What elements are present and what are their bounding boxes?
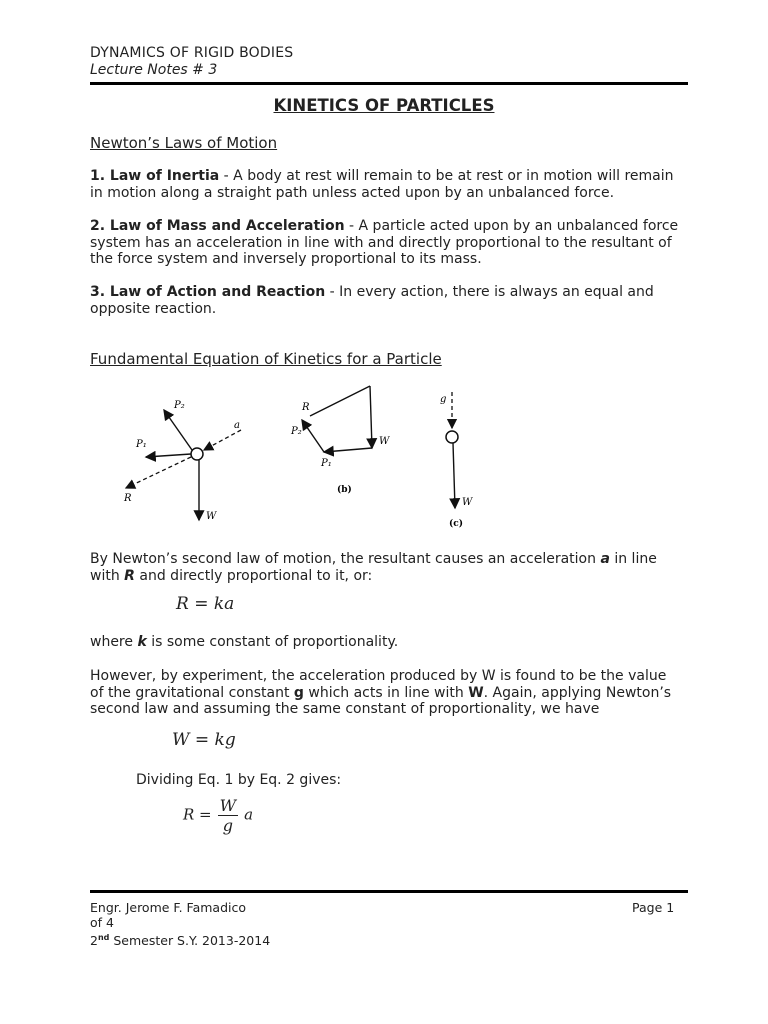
paragraph-newton-second <box>90 551 680 584</box>
header-rule <box>90 82 688 85</box>
p1-text-b: in line with <box>90 551 657 584</box>
symbol-g: g <box>293 684 304 701</box>
p3-text-a: However, by experiment, the acceleration produced by W is found to be the value of the gravitational constant <box>90 668 667 701</box>
lecture-number: Lecture Notes # 3 <box>90 62 218 78</box>
symbol-k: k <box>137 634 147 650</box>
semester-number: 2 <box>90 933 98 949</box>
p2-text-a: where <box>90 634 138 650</box>
course-title: DYNAMICS OF RIGID BODIES <box>90 45 294 61</box>
semester-text: Semester S.Y. 2013-2014 <box>109 933 271 949</box>
footer-semester <box>90 930 270 948</box>
label-b-r: R <box>302 402 310 413</box>
law-2 <box>90 218 680 268</box>
paragraph-dividing: Dividing Eq. 1 by Eq. 2 gives: <box>136 772 342 788</box>
figure-c <box>440 392 473 529</box>
equation-3 <box>183 796 253 835</box>
label-b-p1: P₁ <box>321 458 332 469</box>
footer-author: Engr. Jerome F. Famadico <box>90 900 247 915</box>
p2-text-b: is some constant of proportionality. <box>146 634 399 650</box>
symbol-w: W <box>468 684 484 701</box>
p1-text-c: and directly proportional to it, or: <box>134 567 373 584</box>
caption-c: (c) <box>449 519 463 529</box>
p3-text-b: which acts in line with <box>303 684 469 701</box>
paragraph-constant <box>90 634 680 651</box>
semester-suffix: nd <box>97 933 110 942</box>
footer-left <box>90 900 270 948</box>
eq3-numerator: W <box>219 796 237 815</box>
caption-b: (b) <box>337 485 352 495</box>
label-p2: P₂ <box>174 400 185 411</box>
page-title: KINETICS OF PARTICLES <box>273 96 495 115</box>
label-c-w: W <box>462 497 473 508</box>
force-diagrams-figure <box>108 380 488 532</box>
law-1-label: 1. Law of Inertia <box>90 168 220 184</box>
label-w: W <box>206 511 217 522</box>
equation-1: R = ka <box>176 594 235 614</box>
symbol-a: a <box>600 551 610 567</box>
label-r: R <box>124 493 132 504</box>
symbol-r: R <box>124 567 135 584</box>
law-2-label: 2. Law of Mass and Acceleration <box>90 218 345 234</box>
figure-b <box>290 386 390 495</box>
label-a: a <box>234 420 240 431</box>
eq3-rhs: a <box>244 805 254 824</box>
paragraph-experiment <box>90 668 680 718</box>
label-p1: P₁ <box>136 439 147 450</box>
footer-page-of: of 4 <box>90 915 114 930</box>
law-3-label: 3. Law of Action and Reaction <box>90 284 326 300</box>
section-heading-kinetics: Fundamental Equation of Kinetics for a Particle <box>90 350 442 368</box>
section-heading-laws: Newton’s Laws of Motion <box>90 134 278 152</box>
footer-page-number: Page 1 <box>632 900 675 915</box>
law-3 <box>90 284 680 317</box>
law-1-text: - A body at rest will remain to be at rest or in motion will remain in motion along a straight path unless acted upon by an unbalanced force. <box>90 168 674 201</box>
law-3-text: - In every action, there is always an equal and opposite reaction. <box>90 284 654 317</box>
label-b-w: W <box>379 436 390 447</box>
equation-2: W = kg <box>172 730 236 750</box>
eq3-lhs: R = <box>183 805 212 824</box>
label-b-p2: P₂ <box>291 426 302 437</box>
p1-text-a: By Newton’s second law of motion, the resultant causes an acceleration <box>90 551 601 567</box>
figure-a <box>123 400 241 522</box>
label-c-g: g <box>440 394 447 405</box>
eq3-denominator: g <box>222 816 233 835</box>
law-1 <box>90 168 680 201</box>
eq3-fraction <box>218 796 238 835</box>
p3-text-c: . Again, applying Newton’s second law and assuming the same constant of proportionality, we have <box>90 684 672 717</box>
footer-rule <box>90 890 688 893</box>
law-2-text: - A particle acted upon by an unbalanced force system has an acceleration in line with and directly proportional to the resultant of the force system and inversely proportional to its mass. <box>90 218 679 267</box>
